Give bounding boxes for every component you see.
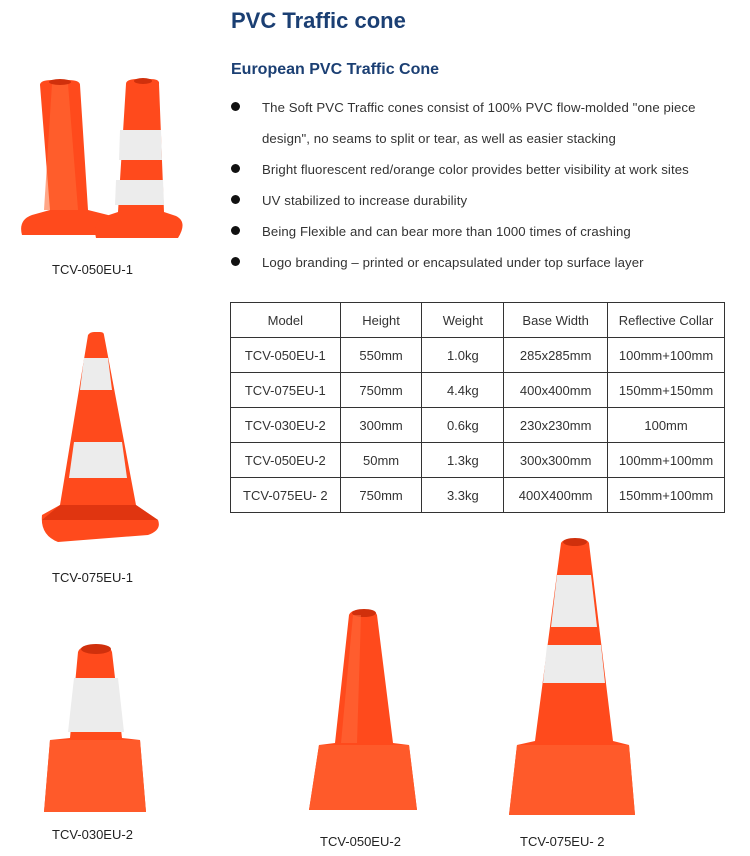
caption-tcv050eu2: TCV-050EU-2 bbox=[320, 834, 401, 849]
bullet-icon bbox=[231, 102, 240, 111]
feature-item: Logo branding – printed or encapsulated under top surface layer bbox=[231, 247, 726, 278]
header-height: Height bbox=[340, 303, 422, 338]
table-row: TCV-050EU-2 50mm 1.3kg 300x300mm 100mm+100mm bbox=[231, 443, 725, 478]
cone-tcv050eu2-image bbox=[305, 605, 420, 820]
cone-tcv030eu2-image bbox=[40, 640, 150, 820]
page-title: PVC Traffic cone bbox=[231, 8, 406, 33]
caption-tcv030eu2: TCV-030EU-2 bbox=[52, 827, 133, 842]
feature-item: UV stabilized to increase durability bbox=[231, 185, 726, 216]
caption-tcv075eu2: TCV-075EU- 2 bbox=[520, 834, 605, 849]
cone-pair-image bbox=[10, 70, 185, 250]
table-header-row bbox=[231, 303, 725, 338]
header-model: Model bbox=[231, 303, 341, 338]
table-row: TCV-075EU-1 750mm 4.4kg 400x400mm 150mm+150mm bbox=[231, 373, 725, 408]
cone-tcv075eu2-image bbox=[505, 535, 640, 825]
bullet-icon bbox=[231, 257, 240, 266]
caption-tcv075eu1: TCV-075EU-1 bbox=[52, 570, 133, 585]
feature-list bbox=[231, 92, 726, 278]
header-base-width: Base Width bbox=[504, 303, 608, 338]
header-reflective-collar: Reflective Collar bbox=[608, 303, 725, 338]
table-row: TCV-075EU- 2 750mm 3.3kg 400X400mm 150mm+100mm bbox=[231, 478, 725, 513]
section-subtitle: European PVC Traffic Cone bbox=[231, 61, 440, 78]
caption-tcv050eu1: TCV-050EU-1 bbox=[52, 262, 133, 277]
cone-tcv075eu1-image bbox=[38, 330, 163, 560]
spec-table bbox=[230, 302, 725, 513]
header-weight: Weight bbox=[422, 303, 504, 338]
table-row: TCV-050EU-1 550mm 1.0kg 285x285mm 100mm+100mm bbox=[231, 338, 725, 373]
feature-item: Being Flexible and can bear more than 1000 times of crashing bbox=[231, 216, 726, 247]
table-row: TCV-030EU-2 300mm 0.6kg 230x230mm 100mm bbox=[231, 408, 725, 443]
bullet-icon bbox=[231, 164, 240, 173]
bullet-icon bbox=[231, 226, 240, 235]
feature-item: Bright fluorescent red/orange color provides better visibility at work sites bbox=[231, 154, 726, 185]
bullet-icon bbox=[231, 195, 240, 204]
feature-item: The Soft PVC Traffic cones consist of 100% PVC flow-molded "one piece design", no seams to split or tear, as well as easier stacking bbox=[231, 92, 726, 154]
